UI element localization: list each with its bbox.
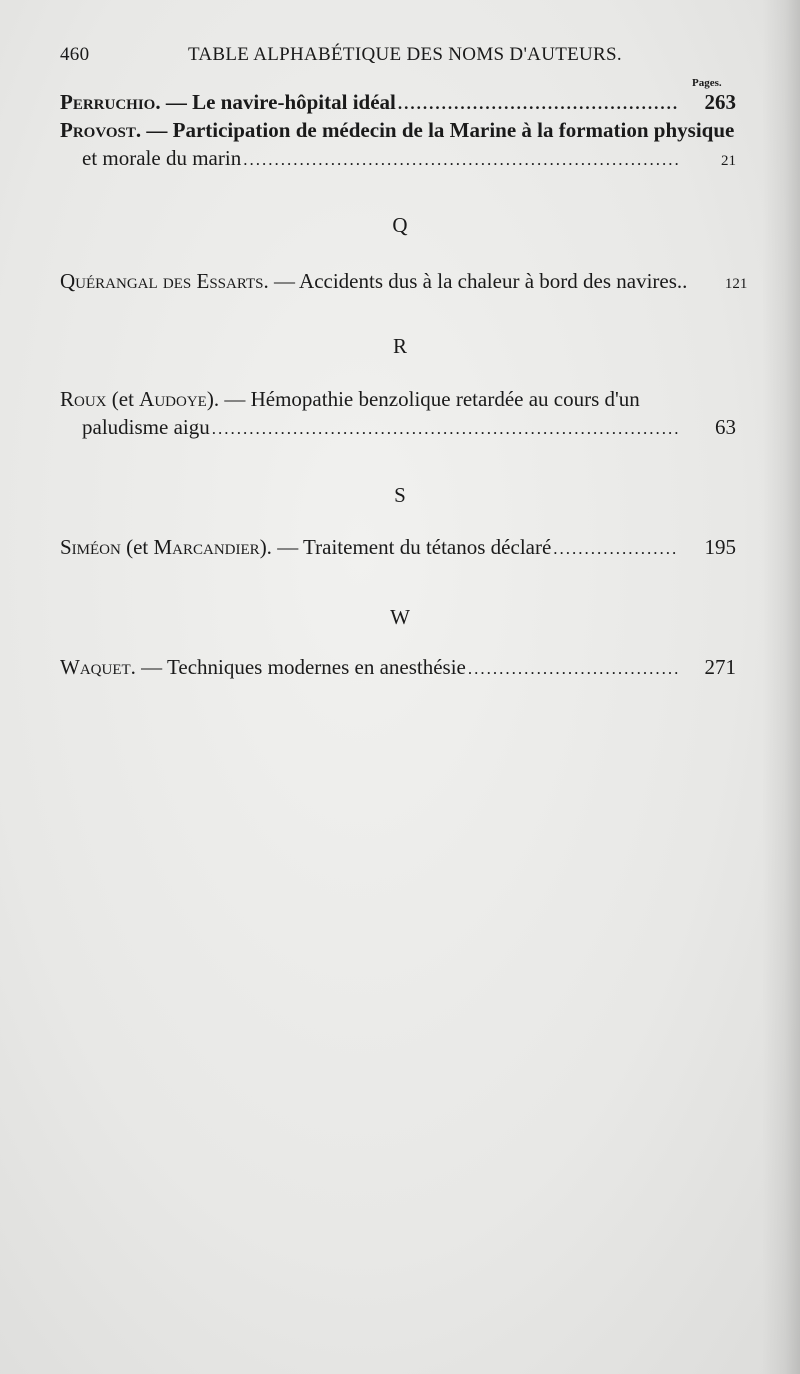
author-name: Waquet. xyxy=(60,655,136,679)
entry-line xyxy=(60,267,748,298)
pages-column-label: Pages. xyxy=(692,77,722,89)
page-title: TABLE ALPHABÉTIQUE DES NOMS D'AUTEURS. xyxy=(188,44,622,65)
dot-leader xyxy=(468,655,678,683)
entry-line xyxy=(60,533,736,563)
entry-title-continued: et morale du marin xyxy=(82,146,242,170)
section-letter-q xyxy=(0,213,800,238)
section-letter: W xyxy=(390,605,410,629)
entry-title: — Accidents dus à la chaleur à bord des navires.. xyxy=(268,269,688,293)
index-entry-querangal xyxy=(60,267,748,298)
coauthor-name: Marcandier xyxy=(153,535,260,559)
entry-page: 195 xyxy=(704,535,736,559)
author-name: Roux xyxy=(60,387,107,411)
section-letter-w xyxy=(0,605,800,630)
entry-line xyxy=(60,653,736,683)
entry-title: — Techniques modernes en anesthésie xyxy=(135,655,466,679)
coauthor-suffix: ). xyxy=(259,535,272,559)
entry-line xyxy=(60,116,736,144)
section-letter-r xyxy=(0,334,800,359)
author-name: Quérangal des Essarts. xyxy=(60,269,269,293)
entry-title: — Hémopathie benzolique retardée au cours d'un xyxy=(219,387,640,411)
section-letter: S xyxy=(394,483,406,507)
dot-leader xyxy=(398,90,678,118)
entry-line xyxy=(60,144,736,175)
dot-leader xyxy=(553,535,678,563)
entry-page: 263 xyxy=(704,90,736,114)
index-entry-roux xyxy=(60,385,736,443)
entry-text xyxy=(60,653,466,681)
entry-text xyxy=(60,533,551,561)
entry-page: 63 xyxy=(715,415,736,439)
entry-line xyxy=(60,88,736,118)
index-entry-perruchio xyxy=(60,88,736,118)
entry-line xyxy=(60,413,736,443)
index-entry-provost xyxy=(60,116,736,175)
coauthor-prefix: (et xyxy=(120,535,154,559)
entry-title: — Participation de médecin de la Marine à la formation physique xyxy=(141,118,735,142)
entry-line xyxy=(60,385,736,413)
entry-page: 271 xyxy=(704,655,736,679)
section-letter-s xyxy=(0,483,800,508)
section-letter: R xyxy=(392,334,407,358)
page-number: 460 xyxy=(60,44,90,65)
entry-text xyxy=(60,116,734,144)
index-entry-simeon xyxy=(60,533,736,563)
entry-text xyxy=(60,385,640,413)
section-letter: Q xyxy=(392,213,408,237)
entry-text xyxy=(60,88,396,116)
coauthor-suffix: ). xyxy=(206,387,220,411)
author-name: Perruchio. xyxy=(60,90,161,114)
index-entry-waquet xyxy=(60,653,736,683)
entry-page: 121 xyxy=(724,276,748,292)
entry-title: — Le navire-hôpital idéal xyxy=(160,90,396,114)
coauthor-prefix: (et xyxy=(106,387,140,411)
dot-leader xyxy=(212,415,678,443)
entry-text xyxy=(60,267,687,295)
coauthor-name: Audoye xyxy=(139,387,207,411)
author-name: Provost. xyxy=(60,118,142,142)
dot-leader xyxy=(243,146,678,174)
entry-title-continued: paludisme aigu xyxy=(82,415,210,439)
entry-page: 21 xyxy=(721,153,736,169)
entry-title: — Traitement du tétanos déclaré xyxy=(271,535,552,559)
author-name: Siméon xyxy=(60,535,121,559)
